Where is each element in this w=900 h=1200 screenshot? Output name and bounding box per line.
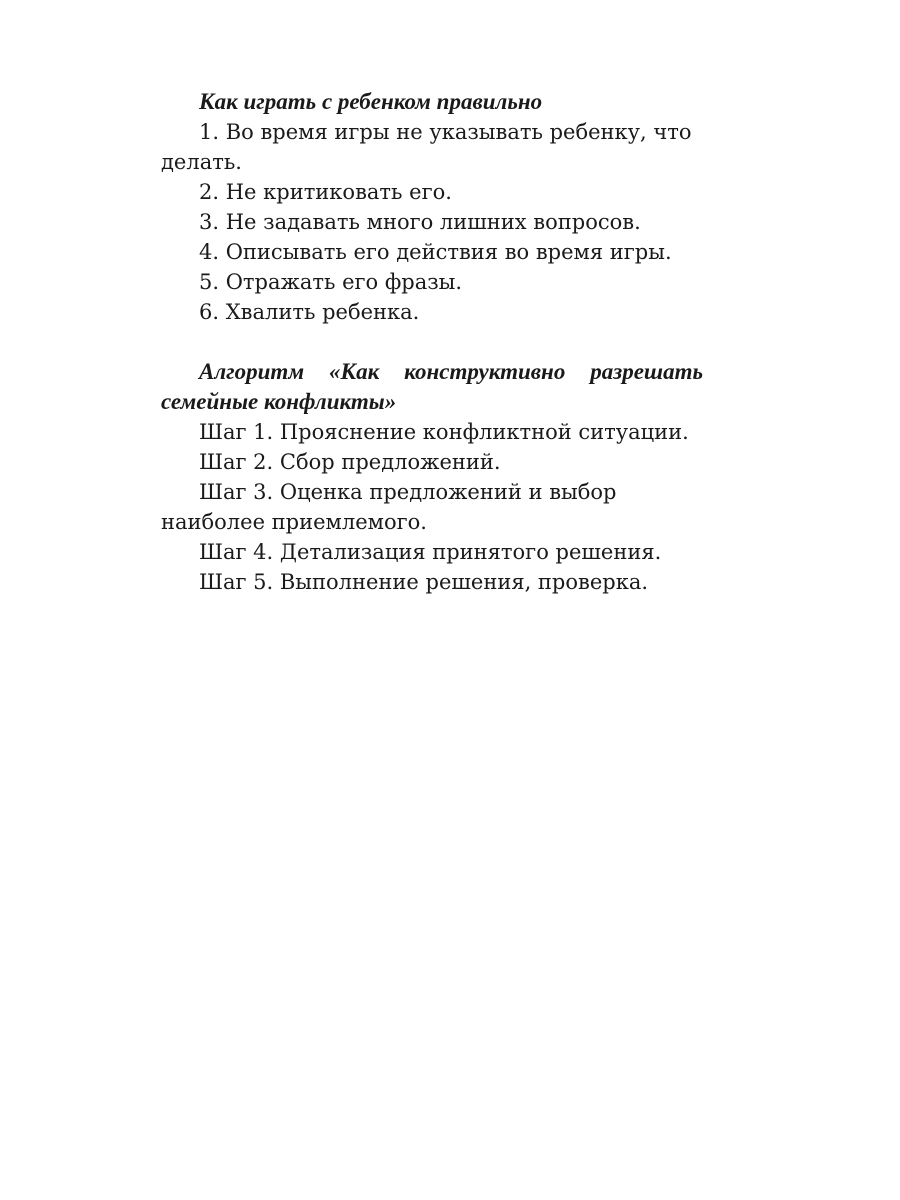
list-item: 3. Не задавать много лишних вопросов. (199, 210, 641, 234)
list-item: Шаг 4. Детализация принятого решения. (199, 540, 662, 564)
page-content (161, 87, 703, 597)
section-heading-conflict-algorithm: Алгоритм «Как конструктивно разрешать семейные конфликты» (161, 359, 703, 414)
list-item: 6. Хвалить ребенка. (199, 300, 420, 324)
section-heading-play-rules: Как играть с ребенком правильно (199, 89, 543, 114)
list-item: 2. Не критиковать его. (199, 180, 452, 204)
list-item: Шаг 1. Прояснение конфликтной ситуации. (199, 420, 689, 444)
section-spacer (161, 327, 703, 357)
section-conflict-algorithm (161, 357, 703, 597)
list-item: 4. Описывать его действия во время игры. (199, 240, 672, 264)
list-item: Шаг 5. Выполнение решения, проверка. (199, 570, 649, 594)
list-item: 1. Во время игры не указывать ребенку, что делать. (161, 120, 692, 174)
list-item: Шаг 2. Сбор предложений. (199, 450, 501, 474)
section-play-rules (161, 87, 703, 327)
list-item: 5. Отражать его фразы. (199, 270, 463, 294)
list-item: Шаг 3. Оценка предложений и выбор наиболее приемлемого. (161, 480, 617, 534)
